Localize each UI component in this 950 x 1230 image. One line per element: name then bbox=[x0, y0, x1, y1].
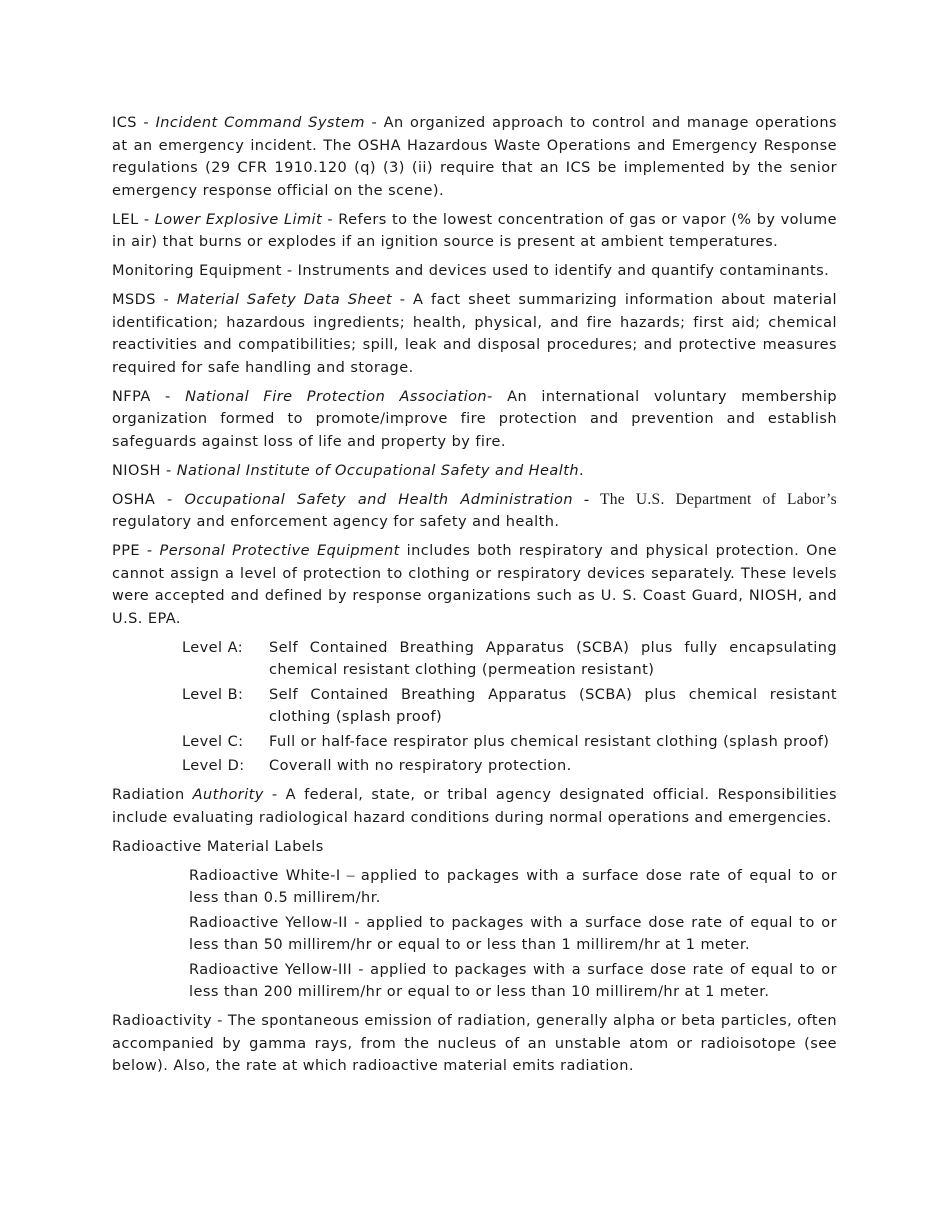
definition: - The spontaneous emission of radiation, generally alpha or beta particles, often accompanied by gamma rays, from the nucleus of an unstable atom or radioisotope (see below). Also, the rate at which radioactive material emits radiation. bbox=[112, 1013, 837, 1074]
term-separator: - bbox=[155, 292, 177, 308]
glossary-entry-osha bbox=[112, 489, 837, 534]
term-abbr: PPE bbox=[112, 543, 140, 559]
ppe-level-item bbox=[182, 731, 837, 754]
label-name: Radioactive Yellow-II bbox=[189, 914, 348, 931]
ppe-level-item bbox=[182, 755, 837, 778]
term-abbr: OSHA bbox=[112, 491, 156, 508]
ppe-level-label: Level D: bbox=[182, 758, 245, 774]
glossary-page bbox=[112, 112, 837, 1084]
ppe-level-description: Self Contained Breathing Apparatus (SCBA) plus fully encapsulating chemical resistant clothing (permeation resistant) bbox=[269, 639, 837, 678]
definition: - A fact sheet summarizing information about material identification; hazardous ingredients; health, physical, and fire hazards; first aid; chemical reactivities and compatibilities; spill, leak and disposal procedures; and protective measures required for safe handling and storage. bbox=[112, 292, 837, 376]
glossary-entry-radioactive-labels bbox=[112, 836, 837, 859]
term-full: Authority bbox=[192, 787, 264, 803]
ppe-level-item bbox=[182, 637, 837, 682]
ppe-level-label: Level A: bbox=[182, 639, 244, 656]
term-full: Lower Explosive Limit bbox=[154, 211, 323, 228]
definition: - Instruments and devices used to identify and quantify contaminants. bbox=[281, 263, 830, 279]
ppe-level-description: Self Contained Breathing Apparatus (SCBA) plus chemical resistant clothing (splash proof) bbox=[269, 686, 837, 725]
glossary-entry-niosh bbox=[112, 460, 837, 483]
label-name: Radioactive White-I bbox=[189, 867, 341, 884]
ppe-levels-list bbox=[182, 637, 837, 778]
ppe-level-description: Full or half-face respirator plus chemical resistant clothing (splash proof) bbox=[269, 733, 830, 750]
label-description: applied to packages with a surface dose rate of equal to or less than 50 millirem/hr or equal to or less than 1 millirem/hr at 1 meter. bbox=[189, 914, 837, 953]
label-dash: - bbox=[352, 961, 371, 978]
term-separator: - bbox=[138, 211, 155, 228]
term-full: Occupational Safety and Health Administration bbox=[184, 491, 573, 508]
ppe-level-item bbox=[182, 684, 837, 729]
definition: - An organized approach to control and manage operations at an emergency incident. The OSHA Hazardous Waste Operations and Emergency Response regulations (29 CFR 1910.120 (q) (3) (ii) require that an ICS be implemented by the senior emergency response official on the scene). bbox=[112, 115, 837, 199]
term-abbr: LEL bbox=[112, 211, 139, 228]
term-abbr: ICS bbox=[112, 115, 137, 131]
radioactive-labels-list bbox=[189, 865, 837, 1004]
term-separator: - bbox=[136, 115, 156, 131]
ppe-level-label: Level C: bbox=[182, 733, 244, 750]
ppe-level-description: Coverall with no respiratory protection. bbox=[269, 758, 572, 774]
glossary-entry-radiation-authority bbox=[112, 784, 837, 829]
label-name: Radioactive Yellow-III bbox=[189, 961, 353, 978]
label-dash: – bbox=[340, 866, 361, 884]
definition: includes both respiratory and physical protection. One cannot assign a level of protection to clothing or respiratory devices separately. These levels were accepted and defined by response organizations such as U. S. Coast Guard, NIOSH, and U.S. EPA. bbox=[112, 543, 837, 627]
glossary-entry-msds bbox=[112, 289, 837, 379]
term-separator: - bbox=[150, 388, 186, 405]
term-abbr: NFPA bbox=[112, 388, 151, 405]
radioactive-label-item bbox=[189, 865, 837, 910]
term-abbr: NIOSH bbox=[112, 462, 161, 479]
term-separator: - bbox=[155, 491, 185, 508]
label-description: applied to packages with a surface dose rate of equal to or less than 0.5 millirem/hr. bbox=[189, 867, 837, 906]
term: Radioactive Material Labels bbox=[112, 838, 324, 855]
definition-serif: - The U.S. Department of Labor’s bbox=[573, 490, 837, 508]
label-description: applied to packages with a surface dose rate of equal to or less than 200 millirem/hr or equal to or less than 10 millirem/hr at 1 meter. bbox=[189, 961, 837, 1000]
term-full: National Fire Protection Association bbox=[185, 388, 488, 405]
definition: - Refers to the lowest concentration of gas or vapor (% by volume in air) that burns or explodes if an ignition source is present at ambient temperatures. bbox=[112, 211, 837, 250]
term-full: National Institute of Occupational Safety and Health bbox=[176, 462, 579, 479]
definition: - An international voluntary membership organization formed to promote/improve fire protection and prevention and establish safeguards against loss of life and property by fire. bbox=[112, 388, 837, 450]
term-full: Incident Command System bbox=[155, 115, 365, 131]
glossary-entry-radioactivity bbox=[112, 1010, 837, 1078]
term: Radiation bbox=[112, 787, 193, 803]
glossary-entry-ics bbox=[112, 112, 837, 202]
ppe-level-label: Level B: bbox=[182, 686, 244, 703]
definition: regulatory and enforcement agency for safety and health. bbox=[112, 514, 560, 530]
glossary-entry-ppe bbox=[112, 540, 837, 630]
term: Radioactivity bbox=[112, 1013, 213, 1029]
term: Monitoring Equipment bbox=[112, 263, 282, 279]
definition: . bbox=[579, 462, 585, 479]
radioactive-label-item bbox=[189, 959, 837, 1004]
glossary-entry-monitoring bbox=[112, 260, 837, 283]
term-full: Personal Protective Equipment bbox=[159, 543, 400, 559]
term-separator: - bbox=[140, 543, 160, 559]
term-full: Material Safety Data Sheet bbox=[176, 292, 393, 308]
label-dash: - bbox=[347, 914, 367, 931]
definition: - A federal, state, or tribal agency designated official. Responsibilities include evaluating radiological hazard conditions during normal operations and emergencies. bbox=[112, 787, 837, 826]
term-separator: - bbox=[160, 462, 177, 479]
term-abbr: MSDS bbox=[112, 292, 156, 308]
glossary-entry-nfpa bbox=[112, 386, 837, 454]
radioactive-label-item bbox=[189, 912, 837, 957]
glossary-entry-lel bbox=[112, 209, 837, 254]
